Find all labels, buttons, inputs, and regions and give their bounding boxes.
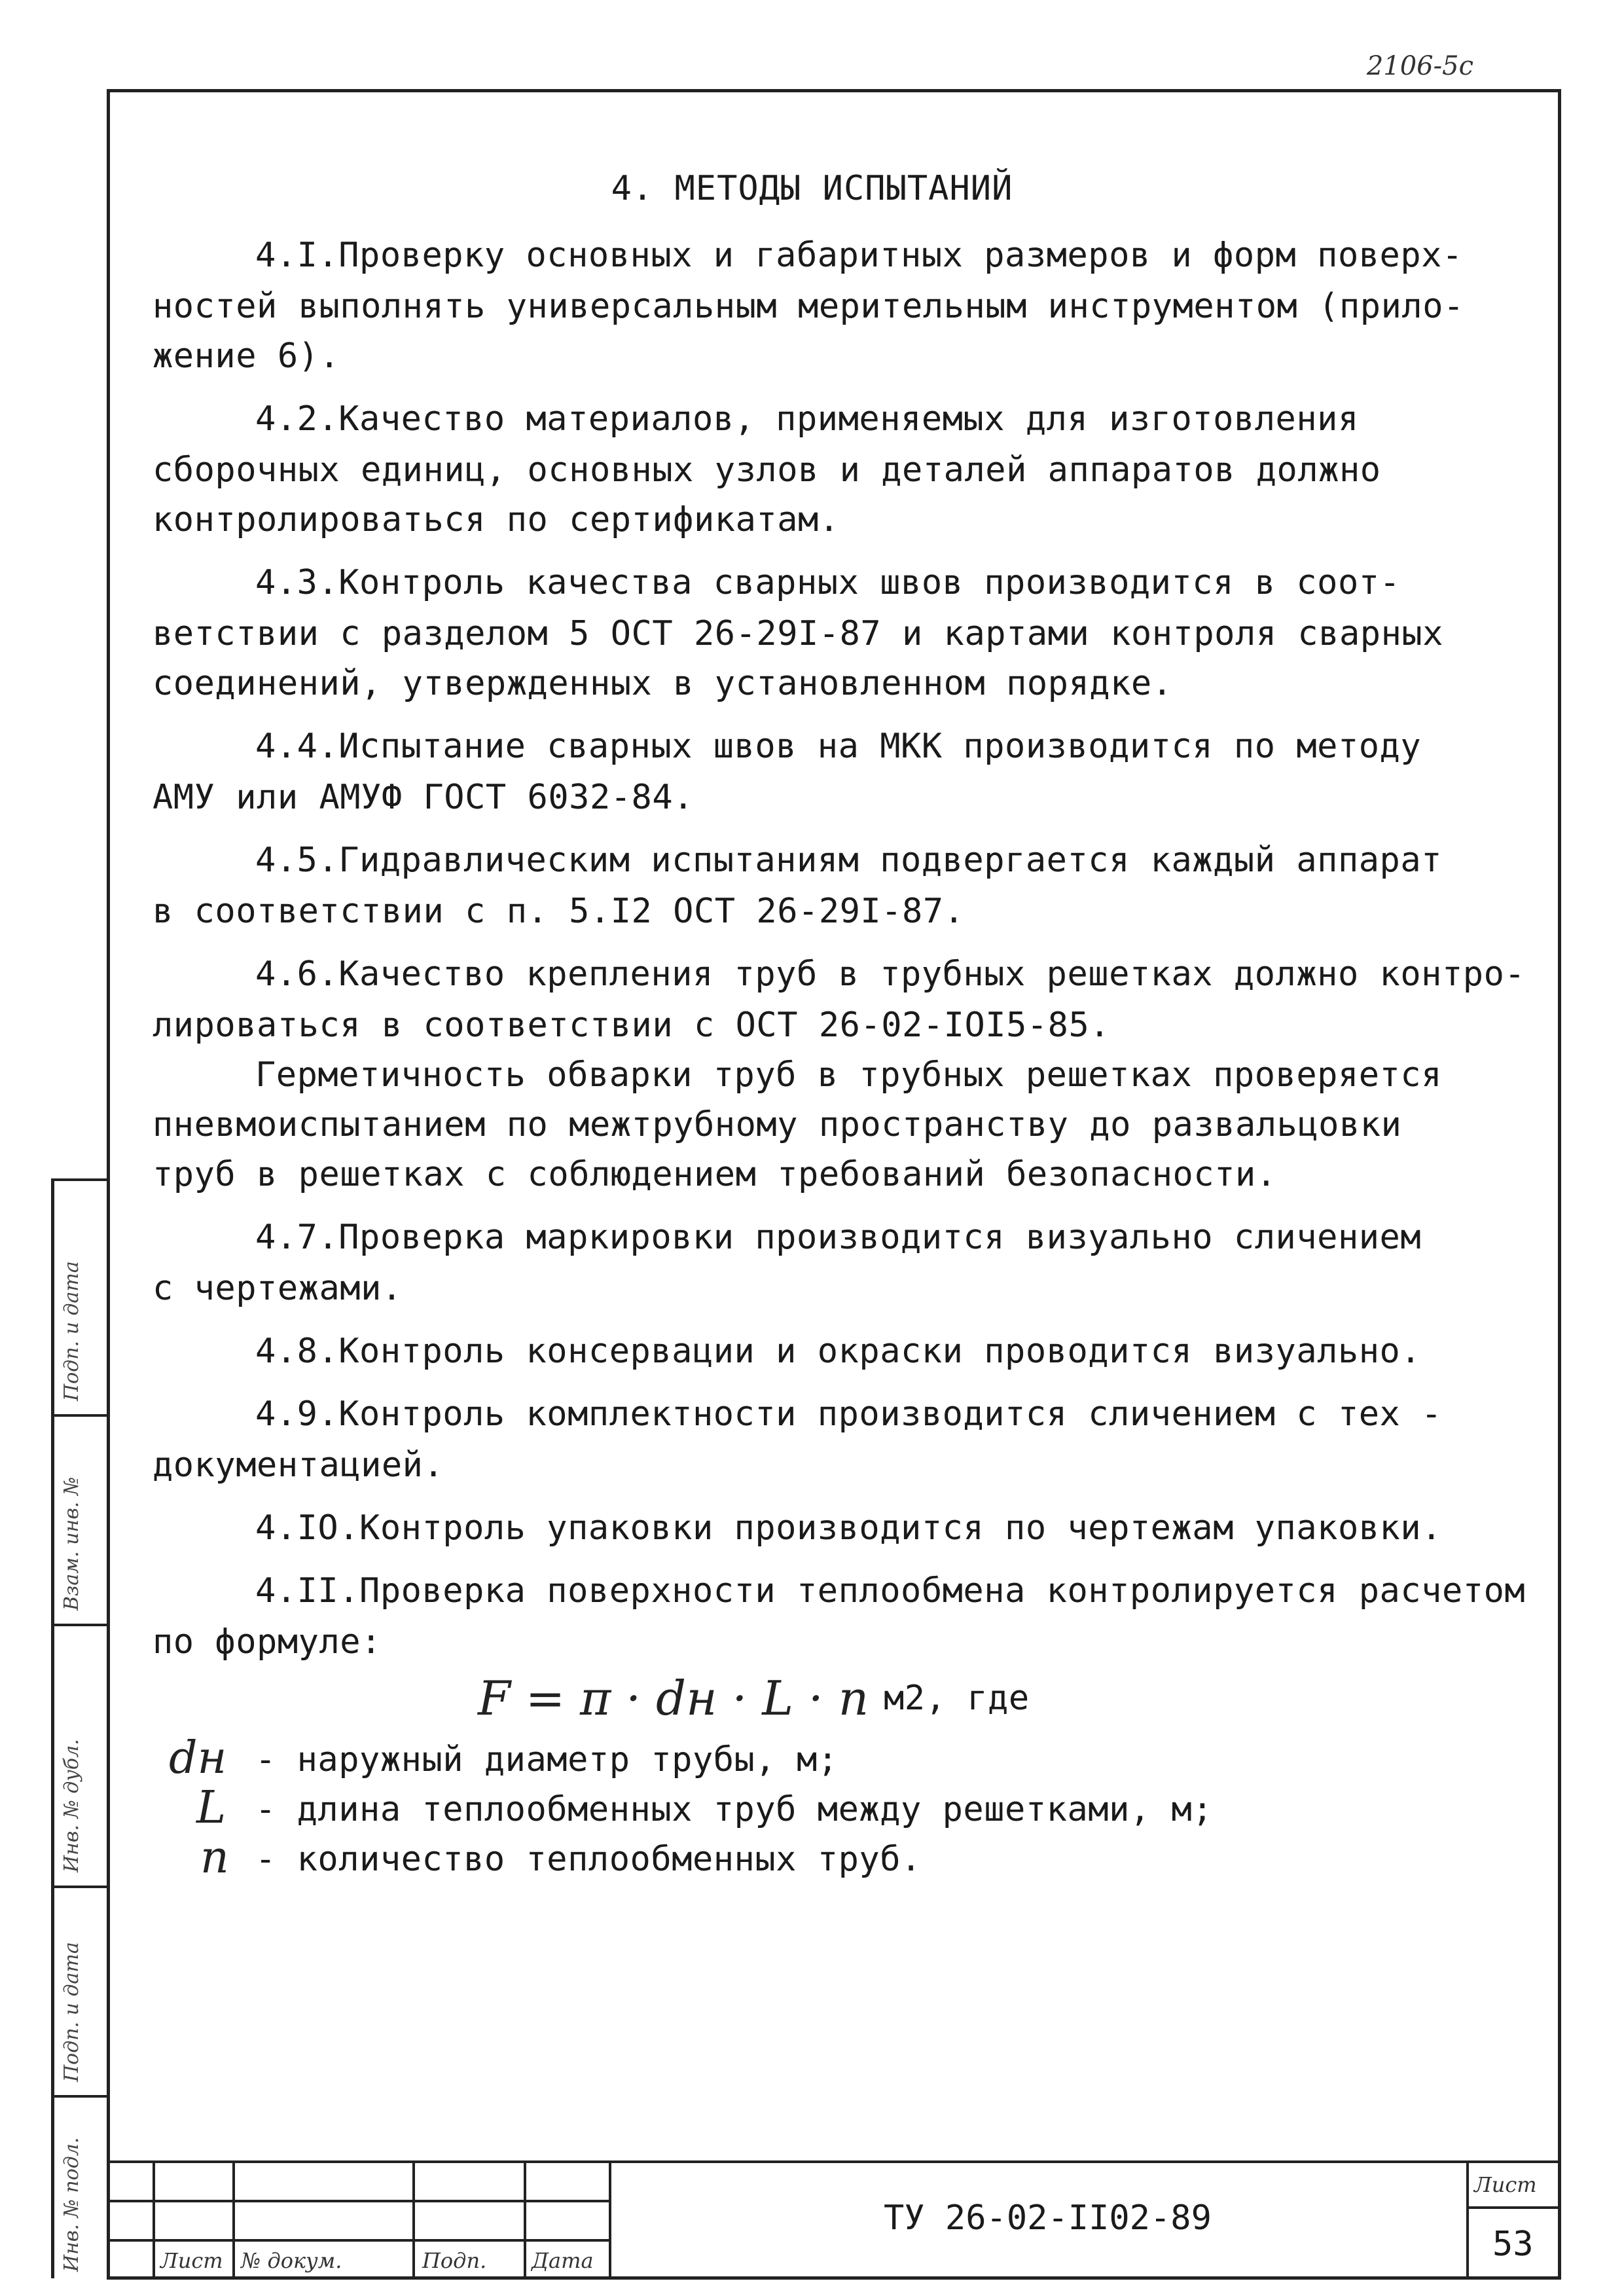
- text-line: 4.5.Гидравлическим испытаниям подвергается каждый аппарат: [255, 841, 1442, 880]
- text-line: ностей выполнять универсальным мерительным инструментом (прило-: [153, 287, 1464, 326]
- text-line: 4.I.Проверку основных и габаритных размеров и форм поверх-: [255, 236, 1463, 275]
- text-line: документацией.: [153, 1446, 444, 1485]
- stamp-col-line: [609, 2160, 611, 2280]
- text-line: пневмоиспытанием по межтрубному пространству до развальцовки: [153, 1105, 1402, 1144]
- formula: F = π · dн · L · n: [478, 1671, 869, 1726]
- text-line: 4.3.Контроль качества сварных швов производится в соот-: [255, 563, 1401, 602]
- text-line: 4.2.Качество материалов, применяемых для изготовления: [255, 399, 1359, 439]
- text-line: 4.4.Испытание сварных швов на МКК производится по методу: [255, 727, 1422, 766]
- text-line: 4.8.Контроль консервации и окраски проводится визуально.: [255, 1332, 1422, 1371]
- stamp-label: Дата: [532, 2248, 594, 2273]
- strip-divider: [51, 2095, 107, 2098]
- text-line: с чертежами.: [153, 1269, 403, 1308]
- text-line: сборочных единиц, основных узлов и деталей аппаратов должно: [153, 450, 1381, 490]
- definition-symbol: n: [200, 1832, 229, 1884]
- stamp-top-border: [107, 2160, 1561, 2163]
- text-line: контролироваться по сертификатам.: [153, 500, 840, 539]
- text-line: 4.7.Проверка маркировки производится визуально сличением: [255, 1218, 1422, 1257]
- strip-divider: [51, 1886, 107, 1888]
- stamp-label: № докум.: [241, 2248, 342, 2273]
- stamp-label: Лист: [160, 2248, 223, 2273]
- strip-label: Взам. инв. №: [60, 1476, 83, 1611]
- text-line: труб в решетках с соблюдением требований безопасности.: [153, 1155, 1277, 1194]
- text-line: 4.II.Проверка поверхности теплообмена контролируется расчетом: [255, 1571, 1526, 1611]
- strip-divider: [51, 1414, 107, 1417]
- definition-text: - количество теплообменных труб.: [255, 1840, 922, 1879]
- text-line: жение 6).: [153, 337, 340, 376]
- text-line: в соответствии с п. 5.I2 ОСТ 26-29I-87.: [153, 892, 965, 931]
- definition-text: - длина теплообменных труб между решетками, м;: [255, 1790, 1214, 1829]
- strip-label: Подп. и дата: [60, 1942, 83, 2082]
- text-line: 4.9.Контроль комплектности производится сличением с тех -: [255, 1394, 1442, 1434]
- definition-symbol: dн: [169, 1732, 227, 1784]
- definition-symbol: L: [196, 1782, 226, 1834]
- sheet-label: Лист: [1474, 2172, 1537, 2197]
- definition-text: - наружный диаметр трубы, м;: [255, 1740, 839, 1779]
- text-line: лироваться в соответствии с ОСТ 26-02-IOI5-85.: [153, 1006, 1111, 1045]
- strip-divider: [51, 1178, 107, 1181]
- text-line: по формуле:: [153, 1622, 382, 1662]
- strip-label: Инв. № дубл.: [60, 1739, 83, 1872]
- text-line: Герметичность обварки труб в трубных решетках проверяется: [255, 1055, 1442, 1095]
- text-line: ветствии с разделом 5 ОСТ 26-29I-87 и картами контроля сварных: [153, 614, 1444, 653]
- document-code: ТУ 26-02-II02-89: [884, 2198, 1212, 2238]
- strip-divider: [51, 1624, 107, 1626]
- stamp-row-line: [107, 2239, 611, 2242]
- sheet-number: 53: [1492, 2225, 1534, 2264]
- sheet-code: 2106-5с: [1366, 51, 1473, 81]
- stamp-col-line: [153, 2160, 155, 2280]
- formula-unit: м2, где: [884, 1679, 1030, 1718]
- text-line: соединений, утвержденных в установленном порядке.: [153, 664, 1173, 703]
- strip-label: Подп. и дата: [60, 1261, 83, 1401]
- text-line: 4.IO.Контроль упаковки производится по чертежам упаковки.: [255, 1508, 1442, 1548]
- stamp-col-line: [1466, 2160, 1469, 2280]
- stamp-row-line: [107, 2200, 611, 2202]
- stamp-sheet-line: [1466, 2206, 1561, 2209]
- text-line: АМУ или АМУФ ГОСТ 6032-84.: [153, 778, 694, 817]
- stamp-col-line: [232, 2160, 235, 2280]
- text-line: 4.6.Качество крепления труб в трубных решетках должно контро-: [255, 955, 1526, 994]
- stamp-col-line: [524, 2160, 526, 2280]
- stamp-col-line: [412, 2160, 415, 2280]
- section-title: 4. МЕТОДЫ ИСПЫТАНИЙ: [611, 169, 1013, 208]
- stamp-label: Подп.: [422, 2248, 487, 2273]
- strip-label: Инв. № подл.: [60, 2137, 83, 2272]
